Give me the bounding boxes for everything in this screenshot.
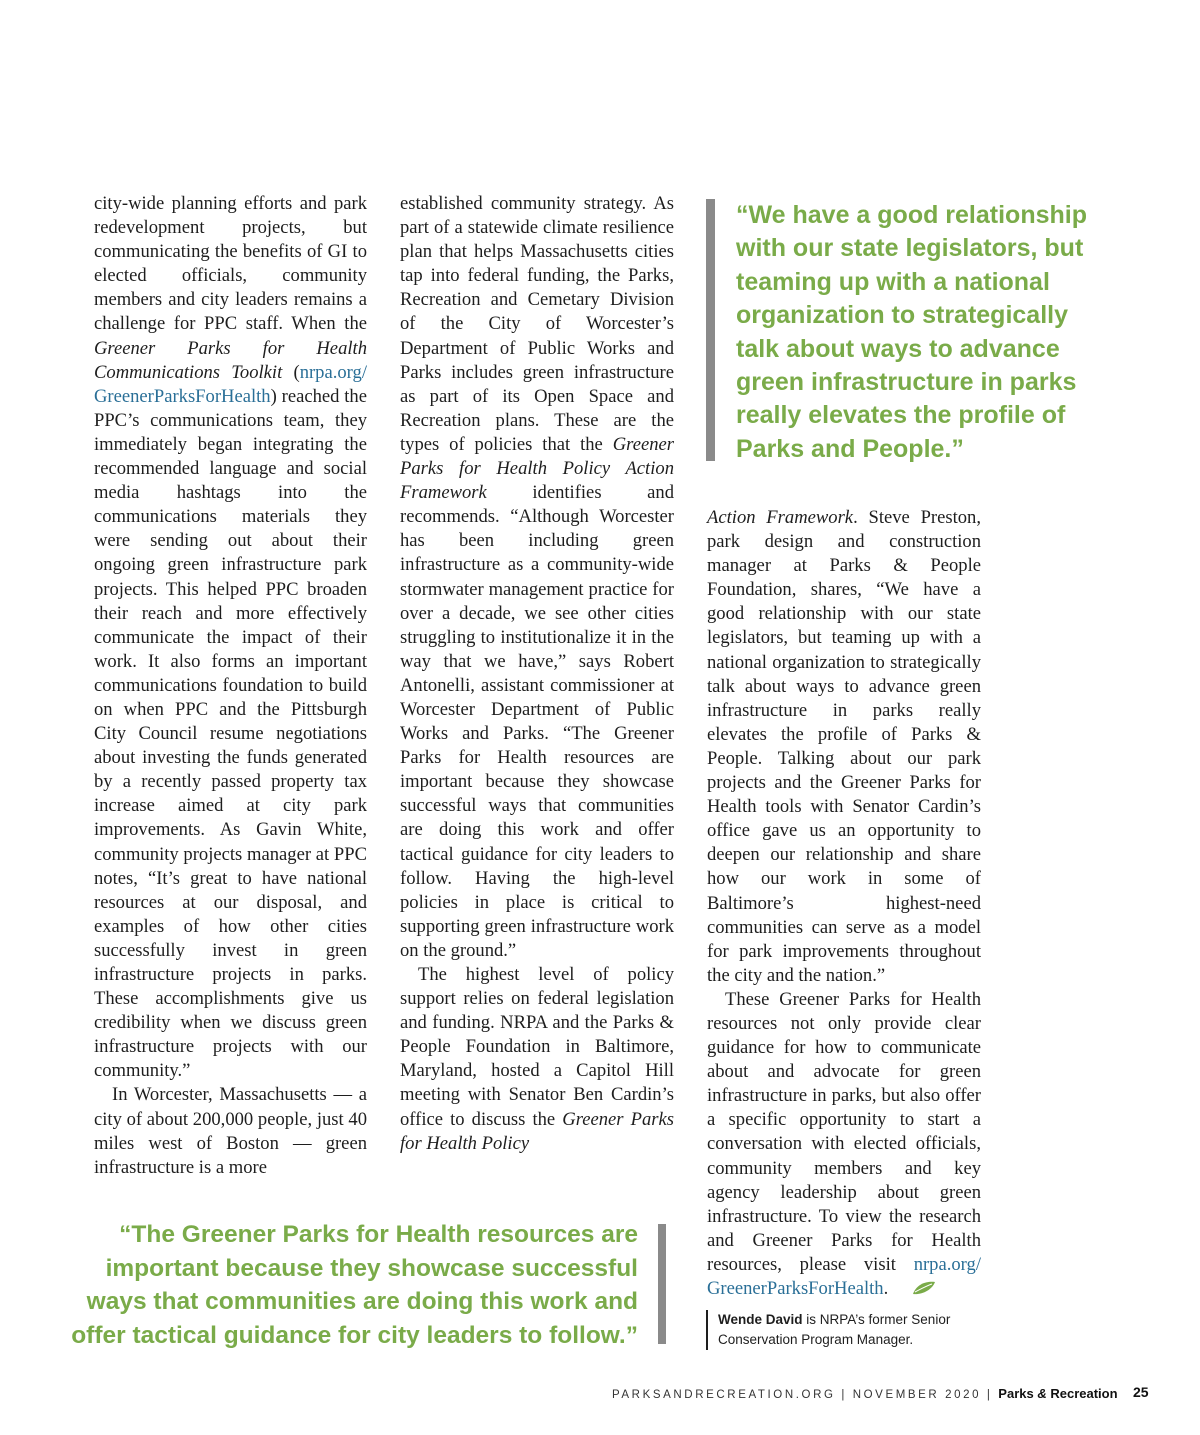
page-footer (612, 1386, 1152, 1401)
resources-link[interactable]: nrpa.org/ GreenerParksForHealth (707, 1253, 981, 1299)
pull-quote-right: “We have a good relationship with our state legislators, but teaming up with a national organization to strategically talk about ways to advance green infrastructure in parks really elevates the profile of Parks and People.” (706, 199, 1116, 461)
author-bio: Wende David is NRPA’s former Senior Conservation Program Manager. (706, 1310, 988, 1350)
framework-title: Greener Parks for Health Policy Action Framework (400, 433, 674, 504)
footer-site: PARKSANDRECREATION.ORG | NOVEMBER 2020 | (612, 1389, 993, 1401)
toolkit-title: Greener Parks for Health Communications Toolkit (94, 337, 367, 383)
author-name: Wende David (718, 1312, 803, 1327)
pull-quote-left: “The Greener Parks for Health resources are important because they showcase successful ways that communities are doing this work and offer tactical guidance for city leaders to follow.” (71, 1221, 638, 1349)
page-number: 25 (1133, 1384, 1149, 1400)
col3-paragraph-1: Action Framework. Steve Preston, park design and construction manager at Parks & People Foundation, shares, “We have a good relationship with our state legislators, but teaming up with a national organization to strategically talk about ways to advance green infrastructure in parks really elevates the profile of Parks & People. Talking about our park projects and the Greener Parks for Health tools with Senator Cardin’s office gave us an opportunity to deepen our relationship and share how our work in some of Baltimore’s highest-need communities can serve as a model for park improvements throughout the city and the nation.” (707, 507, 982, 986)
col2-paragraph-1: established community strategy. As part of a statewide climate resilience plan that helps Massachusetts cities tap into federal funding, the Parks, Recreation and Cemetary Division of the City of Worcester’s Department of Public Works and Parks includes green infrastructure as part of its Open Space and Recreation plans. These are the types of policies that the Greener Parks for Health Policy Action Framework identifies and recommends. “Although Worcester has been including green infrastructure as a community-wide stormwater management practice for over a decade, we see other cities struggling to institutionalize it in the way that we have,” says Robert Antonelli, assistant commissioner at Worcester Department of Public Works and Parks. “The Greener Parks for Health resources are important because they showcase successful ways that communities are doing this work and offer tactical guidance for city leaders to follow. Having the high-level policies in place is critical to supporting green infrastructure work on the ground.” (400, 193, 674, 961)
article-column-3 (707, 506, 981, 1302)
col1-paragraph-1: city-wide planning efforts and park redevelopment projects, but communicating the benefits of GI to elected officials, community members and city leaders remains a challenge for PPC staff. When the Greener Parks for Health Communications Toolkit (nrpa.org/ GreenerParksForHealth) reached the PPC’s communications team, they immediately began integrating the recommended language and social media hashtags into the communications materials they were sending out about their ongoing green infrastructure park projects. This helped PPC broaden their reach and more effectively communicate the impact of their work. It also forms an important communications foundation to build on when PPC and the Pittsburgh City Council resume negotiations about investing the funds generated by a recently passed property tax increase aimed at city park improvements. As Gavin White, community projects manager at PPC notes, “It’s great to have national resources at our disposal, and examples of how other cities successfully invest in green infrastructure projects in parks. These accomplishments give us credibility when we discuss green infrastructure projects with our community.” (94, 193, 367, 1082)
col2-paragraph-2: The highest level of policy support relies on federal legislation and funding. NRPA and the Parks & People Foundation in Baltimore, Maryland, hosted a Capitol Hill meeting with Senator Ben Cardin’s office to discuss the Greener Parks for Health Policy (400, 964, 674, 1154)
toolkit-link[interactable]: nrpa.org/ GreenerParksForHealth (94, 361, 367, 407)
leaf-icon (894, 1278, 936, 1302)
footer-brand: Parks & Recreation (998, 1386, 1118, 1401)
col3-paragraph-2: These Greener Parks for Health resources not only provide clear guidance for how to communicate about and advocate for green infrastructure in parks, but also offer a specific opportunity to start a conversation with elected officials, community members and key agency leadership about green infrastructure. To view the research and Greener Parks for Health resources, please visit nrpa.org/ GreenerParksForHealth. (707, 988, 981, 1302)
article-column-2 (400, 192, 674, 1156)
article-column-1 (94, 192, 367, 1180)
col1-paragraph-2: In Worcester, Massachusetts — a city of about 200,000 people, just 40 miles west of Boston — green infrastructure is a more (94, 1084, 367, 1178)
pull-quote-bar (658, 1224, 666, 1344)
